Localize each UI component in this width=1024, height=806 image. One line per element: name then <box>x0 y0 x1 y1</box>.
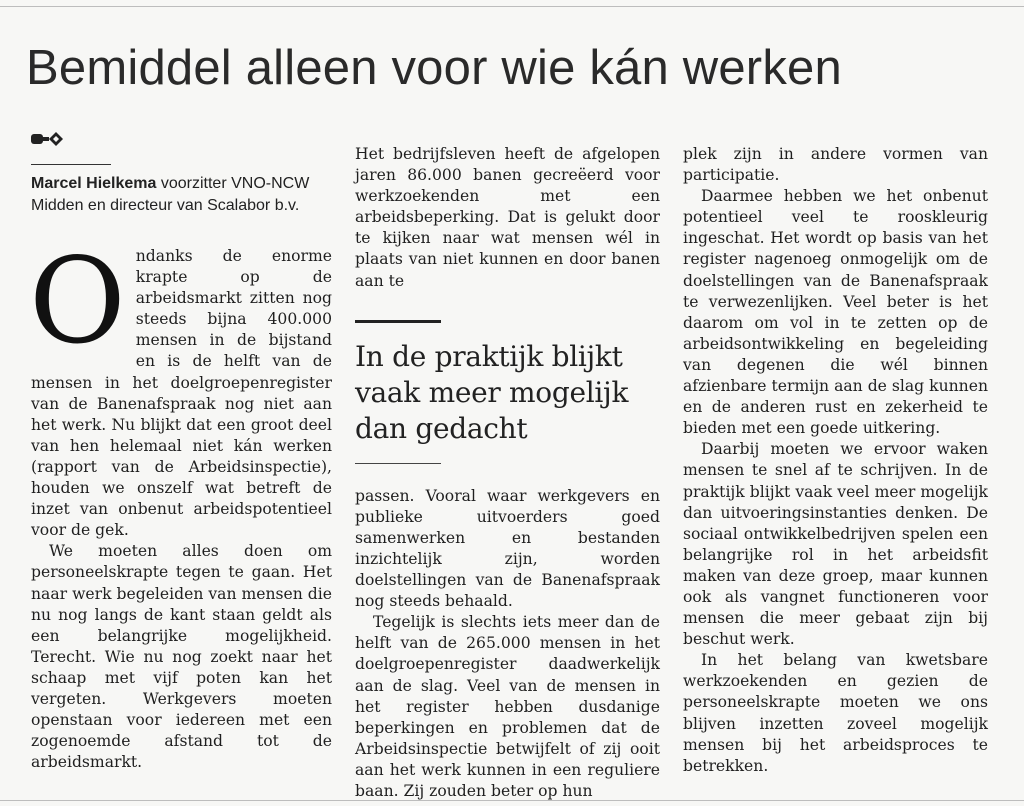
pullquote-bottom-rule <box>355 463 441 464</box>
article-headline: Bemiddel alleen voor wie kán werken <box>26 41 842 95</box>
pull-quote: In de praktijk blijkt vaak meer mogelijk dan gedacht <box>355 339 629 445</box>
bottom-divider <box>0 800 1024 801</box>
paragraph: Het bedrijfsleven heeft de afgelopen jaren 86.000 banen gecreëerd voor werkzoekenden met een arbeidsbeperking. Dat is gelukt door te kijken naar wat mensen wél in plaats van niet kunnen en door banen aan te <box>355 145 660 290</box>
paragraph: We moeten alles doen om personeelskrapte tegen te gaan. Het naar werk begeleiden van mensen die nu nog langs de kant staan geldt als een belangrijke mogelijkheid. Terecht. Wie nu nog zoekt naar het schaap met vijf poten kan het vergeten. Werkgevers moeten openstaan voor iedereen met een zogenoemde afstand tot de arbeidsmarkt. <box>31 542 332 772</box>
author-name: Marcel Hielkema <box>31 175 157 192</box>
opinion-marker-icon <box>31 130 67 148</box>
paragraph: Daarbij moeten we ervoor waken mensen te snel af te schrijven. In de praktijk blijkt vaak veel meer mogelijk dan uitvoeringsinstanties denken. De sociaal ontwikkelbedrijven spelen een belangrijke rol in het arbeidsfit maken van deze groep, maar kunnen ook als vangnet functioneren voor mensen die meer gebaat zijn bij beschut werk. <box>683 440 988 649</box>
article-column-2 <box>355 144 660 802</box>
pullquote-top-rule <box>355 320 441 323</box>
paragraph: ndanks de enorme krapte op de arbeidsmarkt zitten nog steeds bijna 400.000 mensen in de bijstand en is de helft van de mensen in het doelgroepenregister van de Banenafspraak nog niet aan het werk. Nu blijkt dat een groot deel van hen helemaal niet kán werken (rapport van de Arbeidsinspectie), houden we onszelf wat betreft de inzet van onbenut arbeidspotentieel voor de gek. <box>31 247 332 540</box>
lead-paragraph-block <box>29 232 332 541</box>
article-column-3 <box>683 144 988 777</box>
article-column-1 <box>31 130 332 773</box>
author-role: voorzitter VNO-NCW Midden en directeur van Scalabor b.v. <box>31 175 310 214</box>
paragraph: plek zijn in andere vormen van participatie. <box>683 145 988 185</box>
paragraph: In het belang van kwetsbare werkzoekenden en gezien de personeelskrapte moeten we ons blijven inzetten zoveel mogelijk mensen bij het arbeidsproces te betrekken. <box>683 651 988 775</box>
byline <box>31 173 332 216</box>
byline-divider <box>31 164 111 165</box>
drop-cap: O <box>29 232 126 370</box>
top-divider <box>0 6 1024 7</box>
paragraph: Tegelijk is slechts iets meer dan de helft van de 265.000 mensen in het doelgroepenregister daadwerkelijk aan de slag. Veel van de mensen in het register hebben dusdanige beperkingen en problemen dat de Arbeidsinspectie betwijfelt of zij ooit aan het werk kunnen in een reguliere baan. Zij zouden beter op hun <box>355 613 660 800</box>
paragraph: passen. Vooral waar werkgevers en publieke uitvoerders goed samenwerken en bestanden inzichtelijk zijn, worden doelstellingen van de Banenafspraak nog steeds behaald. <box>355 486 660 611</box>
paragraph: Daarmee hebben we het onbenut potentieel veel te rooskleurig ingeschat. Het wordt op basis van het register nagenoeg onmogelijk om de doelstellingen van de Banenafspraak te verwezenlijken. Veel beter is het daarom om vol in te zetten op de arbeidsontwikkeling en begeleiding van degenen die wél binnen afzienbare termijn aan de slag kunnen en de anderen rust en zekerheid te bieden met een goede uitkering. <box>683 187 988 438</box>
